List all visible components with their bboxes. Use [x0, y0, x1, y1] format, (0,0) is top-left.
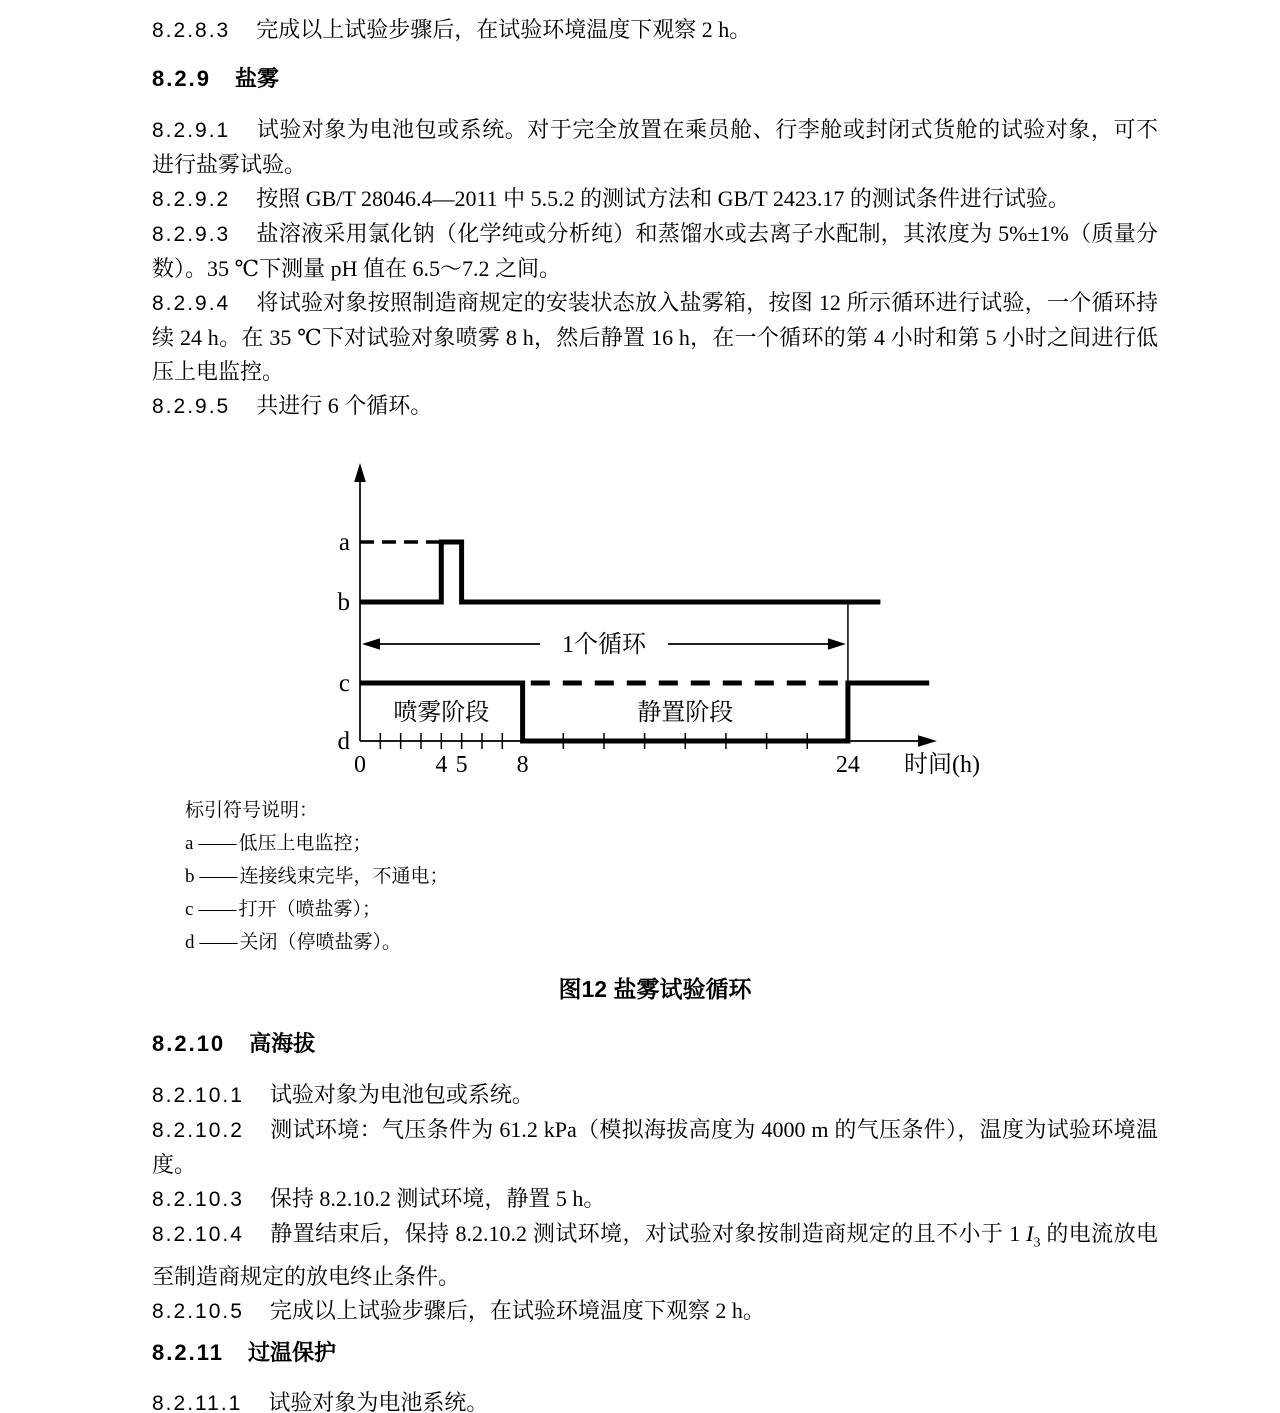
x-axis-arrowhead [918, 735, 937, 746]
tick-label-0: 0 [354, 752, 366, 778]
legend-item-d [185, 926, 1158, 959]
clause-text: 试验对象为电池包或系统。对于完全放置在乘员舱、行李舱或封闭式货舱的试验对象，可不进行盐雾试验。 [152, 117, 1158, 177]
clause-number: 8.2.9.2 [152, 188, 231, 211]
clause-text: 保持 8.2.10.2 测试环境，静置 5 h。 [269, 1186, 606, 1211]
heading-number: 8.2.9 [152, 66, 211, 91]
legend-dash: —— [199, 866, 238, 887]
clause-number: 8.2.9.5 [152, 395, 231, 418]
clause-number: 8.2.10.5 [152, 1300, 244, 1324]
salt-spray-cycle-diagram [320, 456, 1000, 786]
legend-item-b [185, 860, 1158, 893]
clause-text: 完成以上试验步骤后，在试验环境温度下观察 2 h。 [256, 17, 752, 42]
legend-symbol: a [185, 833, 194, 854]
salt-spray-cycle-figure [320, 456, 1000, 786]
clause-text: 试验对象为电池包或系统。 [269, 1082, 534, 1107]
clause-number: 8.2.11.1 [152, 1392, 243, 1413]
tick-label-8: 8 [516, 752, 529, 778]
legend-item-a [185, 827, 1158, 860]
clause-8-2-10-4 [152, 1217, 1158, 1294]
heading-8-2-9 [152, 62, 1158, 96]
clause-number: 8.2.9.3 [152, 223, 231, 246]
clause-8-2-9-1 [152, 113, 1158, 182]
clause-number: 8.2.10.4 [152, 1223, 244, 1246]
clause-8-2-9-3 [152, 217, 1158, 286]
heading-number: 8.2.11 [152, 1340, 224, 1366]
figure-legend [185, 794, 1158, 959]
level-label-a: a [338, 529, 350, 556]
heading-title: 盐雾 [234, 66, 279, 91]
heading-8-2-11 [152, 1336, 1158, 1370]
clause-number: 8.2.8.3 [152, 19, 231, 42]
legend-intro: 标引符号说明： [185, 800, 319, 821]
heading-title: 过温保护 [247, 1340, 336, 1366]
legend-desc: 低压上电监控； [238, 833, 372, 854]
legend-item-c [185, 893, 1158, 926]
legend-desc: 打开（喷盐雾）； [238, 899, 381, 920]
clause-text: 将试验对象按照制造商规定的安装状态放入盐雾箱，按图 12 所示循环进行试验，一个循环持续 24 h。在 35 ℃下对试验对象喷雾 8 h，然后静置 16 h，在一个循环的第 4 小时和第 5 小时之间进行低压上电监控。 [152, 290, 1158, 384]
clause-8-2-9-2 [152, 182, 1158, 217]
cycle-arrow-left [362, 638, 380, 650]
clause-8-2-10-2 [152, 1113, 1158, 1182]
level-label-b: b [337, 589, 350, 616]
figure-12 [152, 456, 1158, 1006]
legend-desc: 连接线束完毕，不通电； [239, 866, 449, 887]
heading-number: 8.2.10 [152, 1031, 226, 1056]
clause-text: 测试环境：气压条件为 61.2 kPa（模拟海拔高度为 4000 m 的气压条件），温度为试验环境温度。 [152, 1117, 1158, 1177]
clause-number: 8.2.10.1 [152, 1084, 244, 1107]
clause-text: 按照 GB/T 28046.4—2011 中 5.5.2 的测试方法和 GB/T 2423.17 的测试条件进行试验。 [256, 186, 1070, 211]
cycle-label: 1个循环 [561, 632, 646, 658]
clause-text: 完成以上试验步骤后，在试验环境温度下观察 2 h。 [269, 1298, 765, 1324]
clause-text-post: 的电流放电至制造商规定的放电终止条件。 [152, 1221, 1158, 1290]
clause-number: 8.2.9.1 [152, 119, 231, 142]
tick-label-4: 4 [435, 752, 448, 778]
clause-number: 8.2.9.4 [152, 292, 231, 315]
y-axis-arrowhead [354, 463, 366, 482]
clause-text: 试验对象为电池系统。 [268, 1390, 489, 1413]
clause-8-2-9-4 [152, 286, 1158, 389]
tick-label-24: 24 [835, 752, 860, 778]
heading-title: 高海拔 [249, 1031, 316, 1056]
cycle-arrow-right [828, 638, 846, 650]
current-symbol-I: I [1026, 1221, 1034, 1246]
phase-label-0: 喷雾阶段 [393, 700, 490, 726]
phase-label-1: 静置阶段 [637, 700, 734, 726]
legend-desc: 关闭（停喷盐雾）。 [239, 932, 402, 953]
clause-text: 共进行 6 个循环。 [256, 393, 433, 418]
legend-symbol: d [185, 932, 195, 953]
clause-text: 盐溶液采用氯化钠（化学纯或分析纯）和蒸馏水或去离子水配制，其浓度为 5%±1%（质量分数）。35 ℃下测量 pH 值在 6.5～7.2 之间。 [152, 221, 1158, 281]
low-voltage-monitor-signal [360, 542, 880, 602]
level-label-d: d [337, 728, 350, 755]
legend-dash: —— [198, 833, 237, 854]
clause-8-2-9-5 [152, 389, 1158, 424]
legend-symbol: c [185, 899, 194, 920]
figure-caption: 图12 盐雾试验循环 [558, 976, 752, 1002]
level-label-c: c [338, 670, 350, 697]
clause-number: 8.2.10.2 [152, 1119, 244, 1142]
clause-8-2-11-1 [152, 1386, 1158, 1413]
current-symbol-subscript: 3 [1033, 1235, 1041, 1251]
heading-8-2-10 [152, 1027, 1158, 1061]
clause-number: 8.2.10.3 [152, 1188, 244, 1211]
legend-dash: —— [198, 899, 237, 920]
clause-8-2-10-3 [152, 1182, 1158, 1217]
clause-8-2-8-3 [152, 13, 1158, 48]
x-axis-title: 时间(h) [904, 752, 980, 778]
legend-symbol: b [185, 866, 195, 887]
clause-text-pre: 静置结束后，保持 8.2.10.2 测试环境，对试验对象按制造商规定的且不小于 1 [269, 1221, 1027, 1246]
clause-8-2-10-5 [152, 1294, 1158, 1329]
clause-8-2-10-1 [152, 1078, 1158, 1113]
tick-label-5: 5 [455, 752, 468, 778]
legend-dash: —— [199, 932, 238, 953]
